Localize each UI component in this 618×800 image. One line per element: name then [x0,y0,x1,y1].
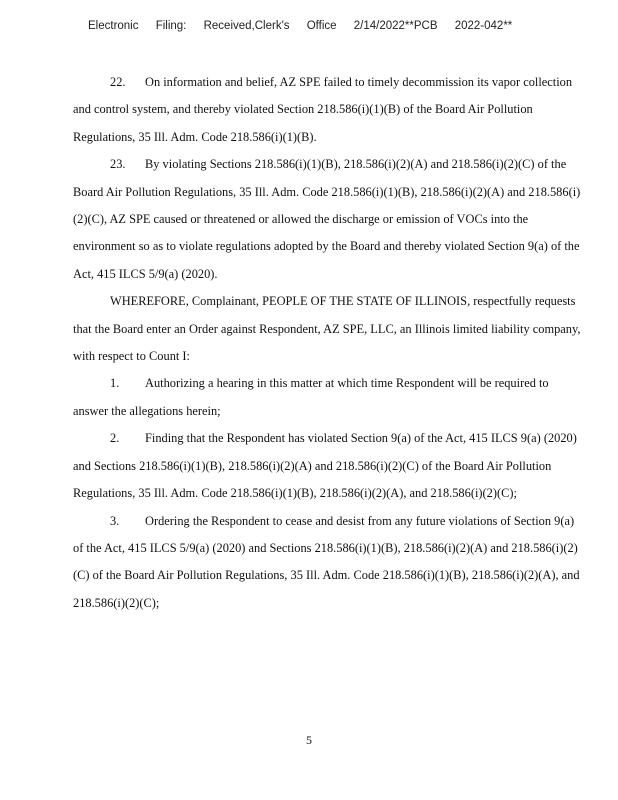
header-filing: Filing: [155,20,187,32]
header-received: Received,Clerk's [203,20,290,32]
item-text: Ordering the Respondent to cease and desist from any future violations of Section 9(a) of the Act, 415 ILCS 5/9(a) (2020) and Sections 218.586(i)(1)(B), 218.586(i)(2)(A) and 218.586(i)(2)(C) of the Board Air Pollution Regulations, 35 Ill. Adm. Code 218.586(i)(1)(B), 218.586(i)(2)(A), and 218.586(i)(2)(C); [73,513,580,610]
item-number: 3. [110,513,120,528]
prayer-item-2 [73,425,581,507]
header-electronic: Electronic [88,20,139,32]
header-office: Office [306,20,337,32]
item-text: Authorizing a hearing in this matter at which time Respondent will be required to answer the allegations herein; [73,376,549,418]
paragraph-23 [73,151,581,288]
paragraph-number: 22. [110,75,126,89]
document-body [73,69,581,617]
header-date: 2/14/2022**PCB [353,20,438,32]
paragraph-text: WHEREFORE, Complainant, PEOPLE OF THE STATE OF ILLINOIS, respectfully requests that the Board enter an Order against Respondent, AZ SPE, LLC, an Illinois limited liability company, with respect to Count I: [73,294,581,364]
paragraph-number: 23. [110,157,126,172]
paragraph-22 [73,69,581,151]
filing-stamp-header [88,20,526,32]
wherefore-paragraph [73,288,581,370]
paragraph-text: By violating Sections 218.586(i)(1)(B), 218.586(i)(2)(A) and 218.586(i)(2)(C) of the Board Air Pollution Regulations, 35 Ill. Adm. Code 218.586(i)(1)(B), 218.586(i)(2)(A) and 218.586(i)(2)(C), AZ SPE caused or threatened or allowed the discharge or emission of VOCs into the environment so as to violate regulations adopted by the Board and thereby violated Section 9(a) of the Act, 415 ILCS 5/9(a) (2020). [73,157,581,281]
item-text: Finding that the Respondent has violated Section 9(a) of the Act, 415 ILCS 9(a) (2020) and Sections 218.586(i)(1)(B), 218.586(i)(2)(A) and 218.586(i)(2)(C) of the Board Air Pollution Regulations, 35 Ill. Adm. Code 218.586(i)(1)(B), 218.586(i)(2)(A), and 218.586(i)(2)(C); [73,431,577,501]
prayer-item-1 [73,370,581,425]
prayer-item-3 [73,508,581,618]
item-number: 2. [110,431,120,446]
page-number: 5 [306,733,312,747]
paragraph-text: On information and belief, AZ SPE failed to timely decommission its vapor collection and control system, and thereby violated Section 218.586(i)(1)(B) of the Board Air Pollution Regulations, 35 Ill. Adm. Code 218.586(i)(1)(B). [73,75,573,144]
header-case-number: 2022-042** [454,20,513,32]
item-number: 1. [110,376,120,391]
